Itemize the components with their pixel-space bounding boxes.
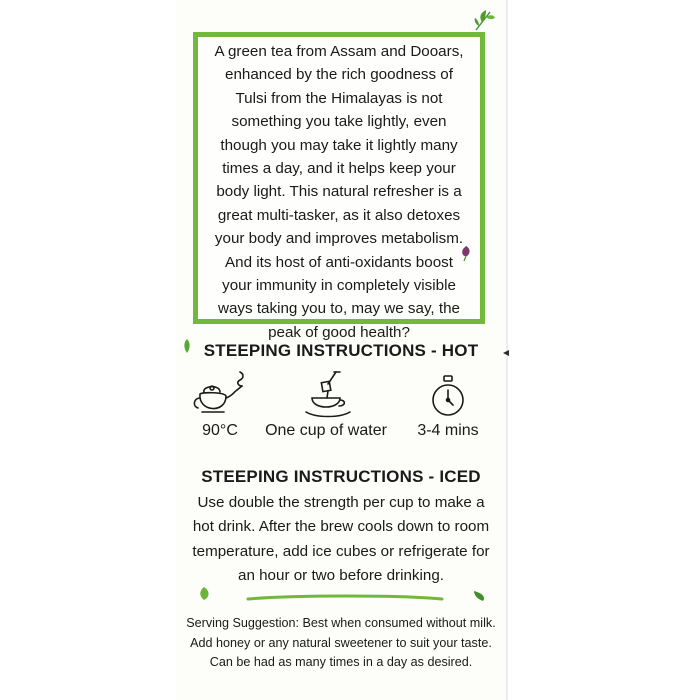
iced-line: hot drink. After the brew cools down to room — [192, 518, 490, 536]
iced-line: an hour or two before drinking. — [238, 567, 444, 585]
divider-line — [248, 596, 442, 599]
description-line: great multi-tasker, as it also detoxes — [217, 206, 461, 224]
description-line: your immunity in completely visible — [222, 277, 456, 295]
temperature-label: 90°C — [202, 422, 238, 439]
teacup-icon — [300, 370, 356, 420]
description-line: Tulsi from the Himalayas is not — [235, 89, 443, 107]
description-line: body light. This natural refresher is a — [216, 183, 462, 201]
serving-line: Add honey or any natural sweetener to suit your taste. — [190, 635, 492, 650]
iced-steeping-heading: STEEPING INSTRUCTIONS - ICED — [201, 467, 481, 486]
leaf-icon — [200, 587, 208, 600]
hot-steeping-heading: STEEPING INSTRUCTIONS - HOT — [203, 341, 479, 360]
serving-line: Can be had as many times in a day as desired. — [209, 655, 473, 670]
serving-suggestion — [176, 614, 506, 673]
iced-line: Use double the strength per cup to make a — [197, 494, 485, 511]
tulsi-flower-icon — [459, 244, 473, 262]
description-line: And its host of anti-oxidants boost — [225, 253, 453, 271]
decorative-divider — [196, 585, 496, 605]
description-line: your body and improves metabolism. — [214, 230, 464, 248]
iced-instructions — [176, 491, 506, 589]
description-line: enhanced by the rich goodness of — [225, 66, 453, 84]
iced-line: temperature, add ice cubes or refrigerate for — [192, 542, 490, 560]
leaf-icon — [474, 591, 484, 601]
teapot-icon — [190, 368, 250, 420]
timer-icon — [430, 374, 466, 418]
description-line: peak of good health? — [268, 323, 410, 341]
description-line: times a day, and it helps keep your — [222, 160, 456, 178]
description-line: something you take lightly, even — [231, 113, 447, 131]
description-line: A green tea from Assam and Dooars, — [214, 43, 464, 60]
leaf-icon — [503, 350, 509, 356]
description-line: though you may take it lightly many — [220, 136, 458, 154]
water-amount-label: One cup of water — [265, 422, 387, 439]
serving-line: Serving Suggestion: Best when consumed without milk. — [186, 616, 496, 630]
description-line: ways taking you to, may we say, the — [218, 300, 460, 318]
description-paragraph — [200, 40, 478, 344]
leaf-sprig-icon — [472, 6, 496, 32]
steep-time-label: 3-4 mins — [417, 422, 479, 439]
